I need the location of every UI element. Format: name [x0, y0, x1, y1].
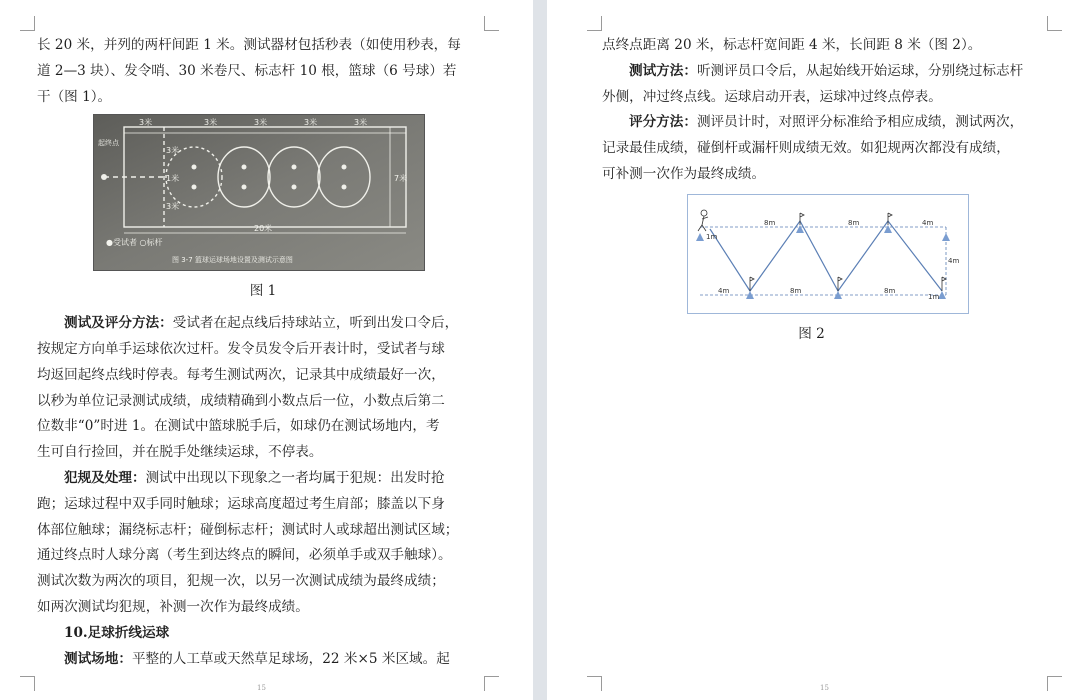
page-corner-mark: [484, 676, 499, 691]
text-line: 长 20 米，并列的两杆间距 1 米。测试器材包括秒表（如使用秒表，每: [37, 37, 461, 53]
svg-text:3米: 3米: [254, 118, 268, 128]
text-line: 测试次数为两次的项目，犯规一次，以另一次测试成绩为最终成绩；: [37, 573, 445, 590]
section-heading-10: 10.足球折线运球: [64, 624, 170, 641]
page-corner-mark: [1047, 676, 1062, 691]
svg-text:1m: 1m: [928, 292, 940, 301]
svg-text:8m: 8m: [848, 218, 860, 227]
page-corner-mark: [20, 676, 35, 691]
figure-1-diagram: [94, 115, 424, 270]
figure-2-diagram: [687, 194, 969, 314]
paragraph-intro: [37, 33, 489, 110]
page-corner-mark: [20, 16, 35, 31]
figure-1-photo: [93, 114, 425, 271]
paragraph-score: [602, 110, 1046, 136]
left-page-body: [37, 33, 489, 672]
text-line: 干（图 1）。: [37, 88, 112, 105]
svg-text:8m: 8m: [764, 218, 776, 227]
text-line: 可补测一次作为最终成绩。: [602, 165, 766, 182]
text-line: 平整的人工草或天然草足球场，22 米×5 米区域。起: [131, 650, 450, 667]
section-label: 测试场地：: [64, 650, 132, 667]
text-line: 生可自行捡回，并在脱手处继续运球，不停表。: [37, 444, 323, 461]
paragraph-site: [37, 647, 489, 673]
svg-text:3米: 3米: [354, 118, 368, 128]
text-line: 测试中出现以下现象之一者均属于犯规：出发时抢: [145, 469, 445, 486]
text-line: 按规定方向单手运球依次过杆。发令员发令后开表计时，受试者与球: [37, 340, 445, 357]
page-number: 15: [820, 684, 829, 692]
text-line: 记录最佳成绩，碰倒杆或漏杆则成绩无效。如犯规两次都没有成绩，: [602, 140, 1010, 157]
section-label: 测试方法：: [629, 62, 697, 79]
svg-text:3米: 3米: [166, 146, 180, 156]
text-line: 听测评员口令后，从起始线开始运球，分别绕过标志杆: [696, 62, 1024, 79]
svg-text:3米: 3米: [166, 202, 180, 212]
svg-text:4m: 4m: [922, 218, 934, 227]
svg-text:●受试者 ○标杆: ●受试者 ○标杆: [106, 238, 163, 248]
section-label: 测试及评分方法：: [64, 315, 173, 332]
figure-2-svg: [688, 195, 968, 313]
svg-text:4m: 4m: [948, 256, 960, 265]
text-line: 位数非“0”时进 1。在测试中篮球脱手后，如球仍在测试场地内，考: [37, 418, 440, 435]
page-corner-mark: [587, 676, 602, 691]
section-label: 评分方法：: [629, 114, 697, 131]
figure-2-caption: 图 2: [798, 325, 825, 342]
text-line: 受试者在起点线后持球站立，听到出发口令后，: [172, 315, 459, 332]
text-line: 均返回起终点线时停表。每考生测试两次，记录其中成绩最好一次，: [37, 366, 445, 383]
right-page-body: [602, 33, 1046, 354]
document-page-right: [547, 0, 1080, 700]
svg-text:3米: 3米: [304, 118, 318, 128]
svg-text:3米: 3米: [139, 118, 153, 128]
paragraph-foul: [37, 466, 489, 492]
svg-text:图 3-7 篮球运球场地设置及测试示意图: 图 3-7 篮球运球场地设置及测试示意图: [172, 256, 293, 265]
svg-text:1米: 1米: [166, 174, 180, 184]
text-line: 道 2—3 块）、发令哨、30 米卷尺、标志杆 10 根，篮球（6 号球）若: [37, 62, 457, 79]
text-line: 体部位触球；漏绕标志杆；碰倒标志杆；测试时人或球超出测试区域；: [37, 521, 459, 538]
figure-1-caption: 图 1: [249, 283, 277, 300]
page-corner-mark: [484, 16, 499, 31]
page-corner-mark: [587, 16, 602, 31]
page-corner-mark: [1047, 16, 1062, 31]
text-line: 通过终点时人球分离（考生到达终点的瞬间，必须单手或双手触球）。: [37, 547, 452, 564]
svg-text:1m: 1m: [706, 232, 718, 241]
text-line: 测评员计时，对照评分标准给予相应成绩，测试两次，: [696, 114, 1024, 131]
text-line: 跑；运球过程中双手同时触球；运球高度超过考生肩部；膝盖以下身: [37, 495, 445, 512]
svg-text:起终点: 起终点: [98, 139, 119, 148]
svg-text:4m: 4m: [718, 286, 730, 295]
text-line: 点终点距离 20 米，标志杆宽间距 4 米，长间距 8 米（图 2）。: [602, 37, 982, 53]
paragraph-test-method: [37, 311, 489, 337]
section-label: 犯规及处理：: [64, 469, 146, 486]
svg-text:8m: 8m: [790, 286, 802, 295]
text-line: 外侧，冲过终点线。运球启动开表，运球冲过终点停表。: [602, 88, 942, 105]
svg-text:20米: 20米: [254, 224, 273, 234]
svg-text:3米: 3米: [204, 118, 218, 128]
text-line: 如两次测试均犯规，补测一次作为最终成绩。: [37, 598, 309, 615]
paragraph-method: [602, 59, 1046, 85]
document-page-left: [0, 0, 533, 700]
svg-text:8m: 8m: [884, 286, 896, 295]
page-number: 15: [257, 684, 266, 692]
svg-text:7米: 7米: [394, 174, 408, 184]
text-line: 以秒为单位记录测试成绩，成绩精确到小数点后一位，小数点后第二: [37, 392, 445, 409]
